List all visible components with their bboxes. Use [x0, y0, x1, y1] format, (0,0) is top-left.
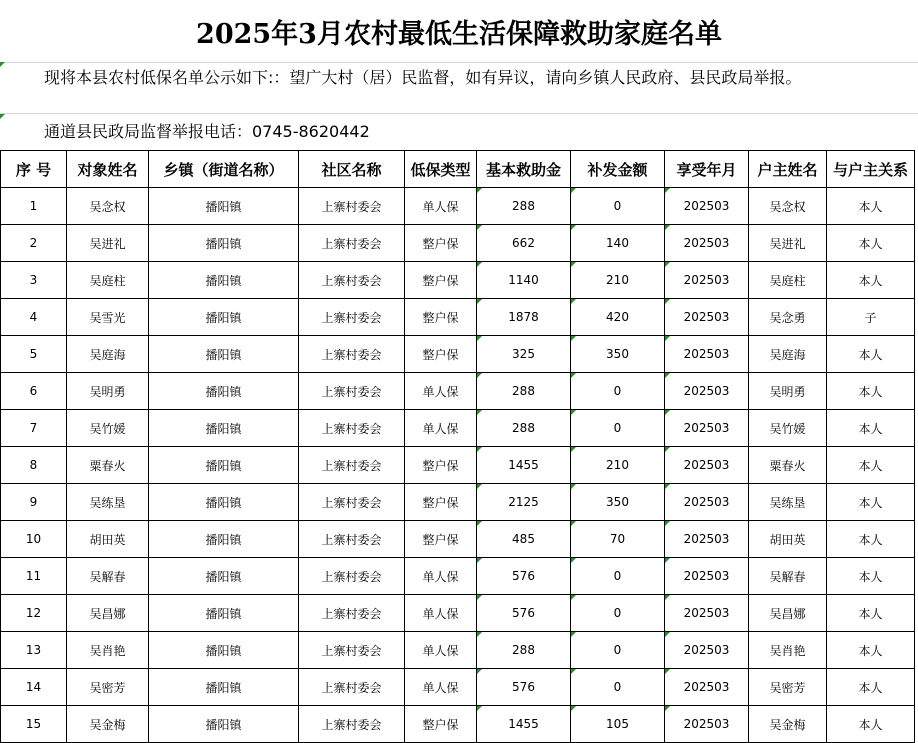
cell-serial[interactable]: 10 — [1, 521, 67, 558]
cell-township[interactable]: 播阳镇 — [149, 595, 299, 632]
cell-community[interactable]: 上寨村委会 — [299, 410, 405, 447]
cell-serial[interactable]: 11 — [1, 558, 67, 595]
cell-relation[interactable]: 本人 — [827, 262, 915, 299]
cell-name[interactable]: 吴明勇 — [67, 373, 149, 410]
cell-serial[interactable]: 15 — [1, 706, 67, 743]
cell-serial[interactable]: 7 — [1, 410, 67, 447]
cell-back-pay[interactable]: 0 — [571, 373, 665, 410]
cell-community[interactable]: 上寨村委会 — [299, 558, 405, 595]
cell-householder[interactable]: 吴解春 — [749, 558, 827, 595]
table-row — [1, 558, 915, 595]
cell-basic-aid[interactable]: 288 — [477, 632, 571, 669]
cell-community[interactable]: 上寨村委会 — [299, 336, 405, 373]
cell-serial[interactable]: 6 — [1, 373, 67, 410]
cell-name[interactable]: 吴肖艳 — [67, 632, 149, 669]
cell-month[interactable]: 202503 — [665, 706, 749, 743]
cell-month[interactable]: 202503 — [665, 336, 749, 373]
cell-relation[interactable]: 本人 — [827, 632, 915, 669]
cell-township[interactable]: 播阳镇 — [149, 262, 299, 299]
cell-name[interactable]: 吴昌娜 — [67, 595, 149, 632]
cell-township[interactable]: 播阳镇 — [149, 410, 299, 447]
cell-name[interactable]: 粟春火 — [67, 447, 149, 484]
table-header-row — [1, 151, 915, 188]
header-serial[interactable]: 序 号 — [1, 151, 67, 188]
table-row — [1, 706, 915, 743]
cell-back-pay[interactable]: 70 — [571, 521, 665, 558]
cell-householder[interactable]: 吴竹媛 — [749, 410, 827, 447]
cell-back-pay[interactable]: 350 — [571, 484, 665, 521]
cell-basic-aid[interactable]: 1455 — [477, 706, 571, 743]
cell-name[interactable]: 吴庭海 — [67, 336, 149, 373]
hotline-text: 通道县民政局监督举报电话：0745-8620442 — [44, 122, 370, 141]
cell-basic-aid[interactable]: 2125 — [477, 484, 571, 521]
cell-township[interactable]: 播阳镇 — [149, 558, 299, 595]
table-row — [1, 410, 915, 447]
cell-type[interactable]: 整户保 — [405, 521, 477, 558]
header-householder[interactable]: 户主姓名 — [749, 151, 827, 188]
cell-township[interactable]: 播阳镇 — [149, 706, 299, 743]
cell-type[interactable]: 整户保 — [405, 484, 477, 521]
cell-householder[interactable]: 吴庭柱 — [749, 262, 827, 299]
header-township[interactable]: 乡镇（街道名称） — [149, 151, 299, 188]
cell-month[interactable]: 202503 — [665, 484, 749, 521]
cell-back-pay[interactable]: 105 — [571, 706, 665, 743]
cell-type[interactable]: 单人保 — [405, 632, 477, 669]
cell-basic-aid[interactable]: 1455 — [477, 447, 571, 484]
cell-township[interactable]: 播阳镇 — [149, 373, 299, 410]
cell-name[interactable]: 吴竹媛 — [67, 410, 149, 447]
cell-type[interactable]: 整户保 — [405, 262, 477, 299]
cell-serial[interactable]: 9 — [1, 484, 67, 521]
header-back-pay[interactable]: 补发金额 — [571, 151, 665, 188]
cell-month[interactable]: 202503 — [665, 299, 749, 336]
cell-householder[interactable]: 吴明勇 — [749, 373, 827, 410]
cell-township[interactable]: 播阳镇 — [149, 299, 299, 336]
cell-relation[interactable]: 本人 — [827, 669, 915, 706]
cell-type[interactable]: 单人保 — [405, 595, 477, 632]
cell-type[interactable]: 整户保 — [405, 706, 477, 743]
cell-month[interactable]: 202503 — [665, 595, 749, 632]
cell-type[interactable]: 单人保 — [405, 188, 477, 225]
cell-township[interactable]: 播阳镇 — [149, 188, 299, 225]
cell-householder[interactable]: 吴昌娜 — [749, 595, 827, 632]
cell-relation[interactable]: 本人 — [827, 521, 915, 558]
cell-community[interactable]: 上寨村委会 — [299, 669, 405, 706]
cell-householder[interactable]: 吴密芳 — [749, 669, 827, 706]
cell-type[interactable]: 单人保 — [405, 373, 477, 410]
cell-name[interactable]: 吴金梅 — [67, 706, 149, 743]
cell-basic-aid[interactable]: 288 — [477, 373, 571, 410]
cell-type[interactable]: 单人保 — [405, 558, 477, 595]
cell-back-pay[interactable]: 0 — [571, 188, 665, 225]
cell-township[interactable]: 播阳镇 — [149, 632, 299, 669]
cell-back-pay[interactable]: 420 — [571, 299, 665, 336]
cell-name[interactable]: 胡田英 — [67, 521, 149, 558]
cell-back-pay[interactable]: 0 — [571, 669, 665, 706]
table-row — [1, 262, 915, 299]
cell-relation[interactable]: 本人 — [827, 484, 915, 521]
cell-name[interactable]: 吴庭柱 — [67, 262, 149, 299]
cell-relation[interactable]: 本人 — [827, 410, 915, 447]
table-row — [1, 373, 915, 410]
cell-relation[interactable]: 本人 — [827, 447, 915, 484]
cell-serial[interactable]: 5 — [1, 336, 67, 373]
table-row — [1, 188, 915, 225]
cell-basic-aid[interactable]: 576 — [477, 558, 571, 595]
cell-back-pay[interactable]: 210 — [571, 447, 665, 484]
table-row — [1, 632, 915, 669]
cell-township[interactable]: 播阳镇 — [149, 447, 299, 484]
cell-householder[interactable]: 吴念权 — [749, 188, 827, 225]
cell-householder[interactable]: 吴肖艳 — [749, 632, 827, 669]
cell-name[interactable]: 吴进礼 — [67, 225, 149, 262]
cell-community[interactable]: 上寨村委会 — [299, 188, 405, 225]
cell-serial[interactable]: 8 — [1, 447, 67, 484]
cell-name[interactable]: 吴练垦 — [67, 484, 149, 521]
cell-householder[interactable]: 吴练垦 — [749, 484, 827, 521]
cell-type[interactable]: 整户保 — [405, 336, 477, 373]
header-relation[interactable]: 与户主关系 — [827, 151, 915, 188]
cell-type[interactable]: 整户保 — [405, 447, 477, 484]
cell-relation[interactable]: 本人 — [827, 188, 915, 225]
cell-community[interactable]: 上寨村委会 — [299, 484, 405, 521]
cell-month[interactable]: 202503 — [665, 447, 749, 484]
cell-basic-aid[interactable]: 485 — [477, 521, 571, 558]
notice-text: 现将本县农村低保名单公示如下:：望广大村（居）民监督，如有异议，请向乡镇人民政府、县民政局举报。 — [0, 62, 918, 114]
cell-householder[interactable]: 吴金梅 — [749, 706, 827, 743]
cell-serial[interactable]: 12 — [1, 595, 67, 632]
table-body — [1, 188, 915, 743]
cell-basic-aid[interactable]: 288 — [477, 410, 571, 447]
header-basic-aid[interactable]: 基本救助金 — [477, 151, 571, 188]
table-row — [1, 521, 915, 558]
cell-back-pay[interactable]: 0 — [571, 632, 665, 669]
cell-month[interactable]: 202503 — [665, 632, 749, 669]
cell-type[interactable]: 整户保 — [405, 225, 477, 262]
cell-householder[interactable]: 胡田英 — [749, 521, 827, 558]
cell-relation[interactable]: 本人 — [827, 706, 915, 743]
recipient-table — [0, 150, 915, 743]
page-title: 2025年3月农村最低生活保障救助家庭名单 — [0, 0, 918, 63]
cell-month[interactable]: 202503 — [665, 225, 749, 262]
cell-name[interactable]: 吴雪光 — [67, 299, 149, 336]
cell-community[interactable]: 上寨村委会 — [299, 373, 405, 410]
cell-type[interactable]: 单人保 — [405, 410, 477, 447]
cell-serial[interactable]: 4 — [1, 299, 67, 336]
cell-township[interactable]: 播阳镇 — [149, 484, 299, 521]
table-row — [1, 299, 915, 336]
table-row — [1, 225, 915, 262]
cell-community[interactable]: 上寨村委会 — [299, 521, 405, 558]
cell-community[interactable]: 上寨村委会 — [299, 595, 405, 632]
cell-month[interactable]: 202503 — [665, 410, 749, 447]
cell-basic-aid[interactable]: 1878 — [477, 299, 571, 336]
table-row — [1, 447, 915, 484]
cell-month[interactable]: 202503 — [665, 373, 749, 410]
cell-back-pay[interactable]: 210 — [571, 262, 665, 299]
table-row — [1, 484, 915, 521]
cell-name[interactable]: 吴解春 — [67, 558, 149, 595]
cell-relation[interactable]: 子 — [827, 299, 915, 336]
cell-township[interactable]: 播阳镇 — [149, 336, 299, 373]
cell-type[interactable]: 整户保 — [405, 299, 477, 336]
cell-back-pay[interactable]: 0 — [571, 595, 665, 632]
cell-name[interactable]: 吴念权 — [67, 188, 149, 225]
table-row — [1, 669, 915, 706]
cell-serial[interactable]: 3 — [1, 262, 67, 299]
cell-community[interactable]: 上寨村委会 — [299, 299, 405, 336]
cell-township[interactable]: 播阳镇 — [149, 521, 299, 558]
cell-householder[interactable]: 吴庭海 — [749, 336, 827, 373]
cell-back-pay[interactable]: 0 — [571, 410, 665, 447]
header-month[interactable]: 享受年月 — [665, 151, 749, 188]
cell-relation[interactable]: 本人 — [827, 225, 915, 262]
cell-relation[interactable]: 本人 — [827, 558, 915, 595]
cell-householder[interactable]: 吴进礼 — [749, 225, 827, 262]
header-name[interactable]: 对象姓名 — [67, 151, 149, 188]
cell-basic-aid[interactable]: 1140 — [477, 262, 571, 299]
cell-township[interactable]: 播阳镇 — [149, 225, 299, 262]
cell-back-pay[interactable]: 0 — [571, 558, 665, 595]
cell-month[interactable]: 202503 — [665, 558, 749, 595]
cell-serial[interactable]: 14 — [1, 669, 67, 706]
cell-relation[interactable]: 本人 — [827, 336, 915, 373]
table-row — [1, 336, 915, 373]
cell-basic-aid[interactable]: 662 — [477, 225, 571, 262]
cell-householder[interactable]: 粟春火 — [749, 447, 827, 484]
cell-name[interactable]: 吴密芳 — [67, 669, 149, 706]
cell-community[interactable]: 上寨村委会 — [299, 632, 405, 669]
cell-community[interactable]: 上寨村委会 — [299, 262, 405, 299]
cell-month[interactable]: 202503 — [665, 262, 749, 299]
cell-relation[interactable]: 本人 — [827, 373, 915, 410]
cell-basic-aid[interactable]: 288 — [477, 188, 571, 225]
cell-serial[interactable]: 2 — [1, 225, 67, 262]
cell-basic-aid[interactable]: 325 — [477, 336, 571, 373]
cell-month[interactable]: 202503 — [665, 521, 749, 558]
cell-type[interactable]: 单人保 — [405, 669, 477, 706]
cell-month[interactable]: 202503 — [665, 669, 749, 706]
cell-back-pay[interactable]: 350 — [571, 336, 665, 373]
cell-basic-aid[interactable]: 576 — [477, 669, 571, 706]
cell-community[interactable]: 上寨村委会 — [299, 706, 405, 743]
cell-householder[interactable]: 吴念勇 — [749, 299, 827, 336]
cell-month[interactable]: 202503 — [665, 188, 749, 225]
table-row — [1, 595, 915, 632]
cell-back-pay[interactable]: 140 — [571, 225, 665, 262]
header-type[interactable]: 低保类型 — [405, 151, 477, 188]
cell-serial[interactable]: 1 — [1, 188, 67, 225]
cell-township[interactable]: 播阳镇 — [149, 669, 299, 706]
header-community[interactable]: 社区名称 — [299, 151, 405, 188]
cell-relation[interactable]: 本人 — [827, 595, 915, 632]
cell-community[interactable]: 上寨村委会 — [299, 447, 405, 484]
cell-serial[interactable]: 13 — [1, 632, 67, 669]
cell-basic-aid[interactable]: 576 — [477, 595, 571, 632]
cell-community[interactable]: 上寨村委会 — [299, 225, 405, 262]
